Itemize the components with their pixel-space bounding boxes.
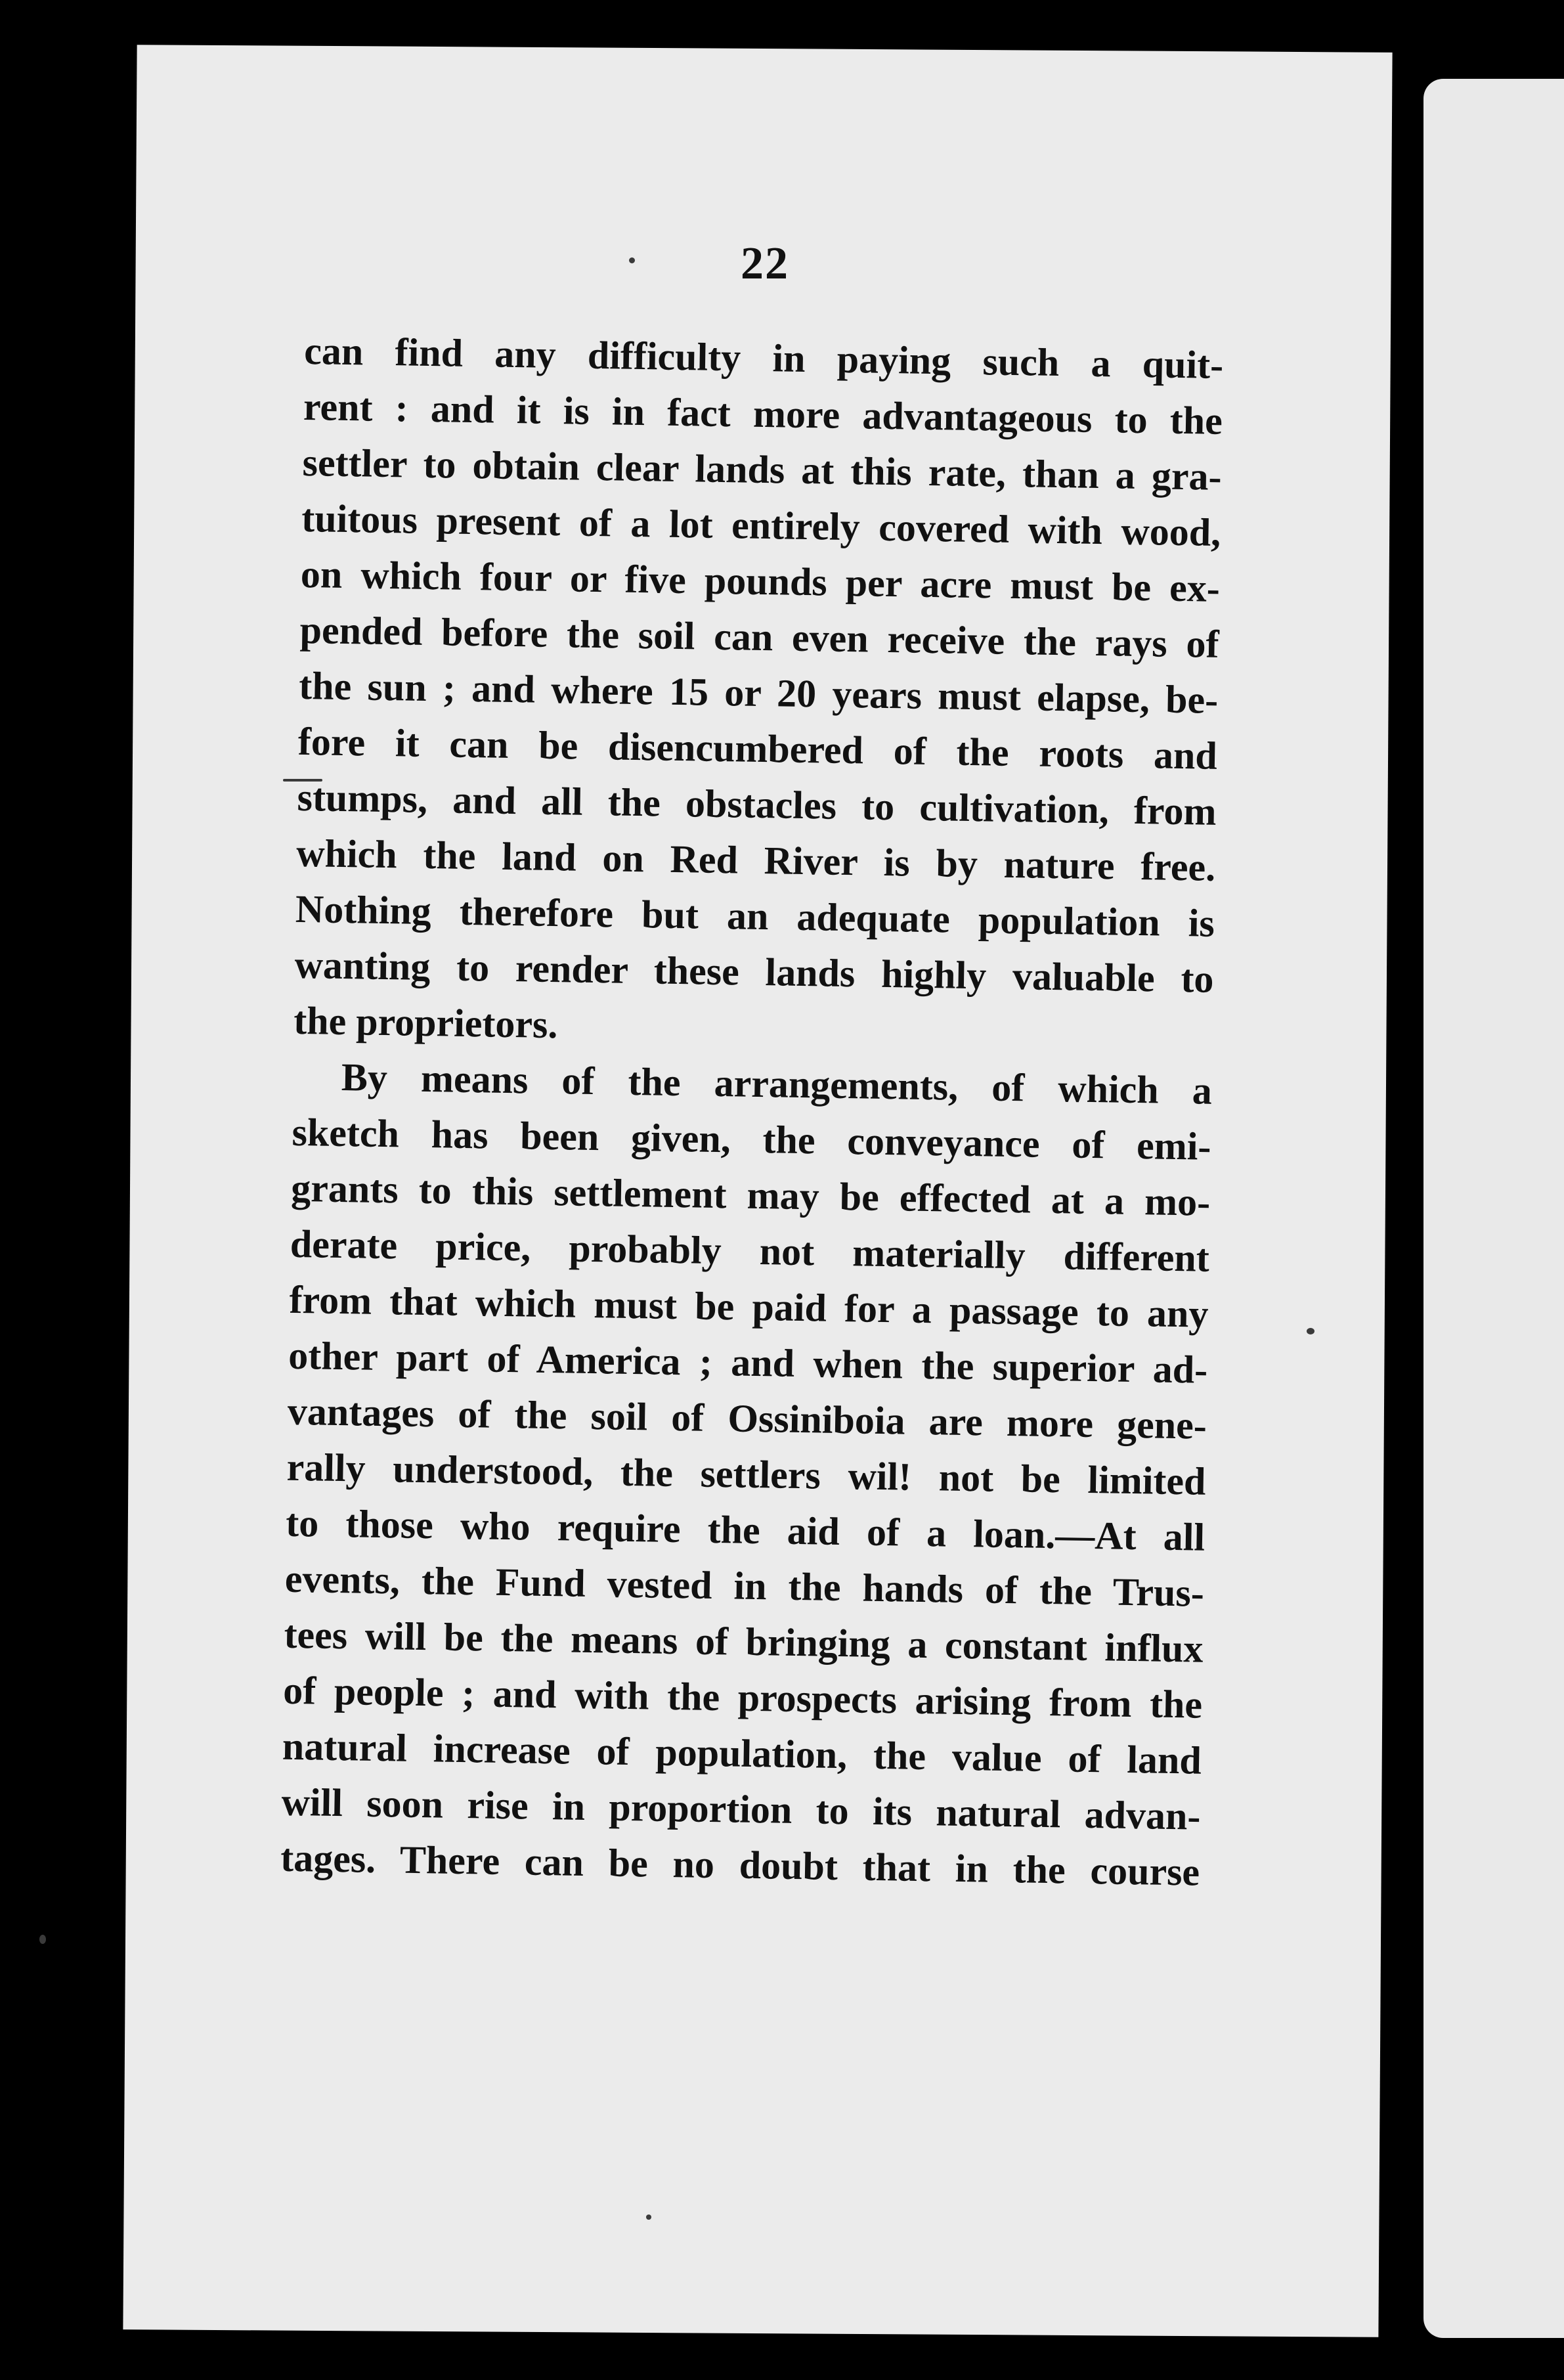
ink-speck: [1307, 1328, 1314, 1334]
facing-page-edge: [1423, 79, 1564, 2338]
paragraph: [293, 323, 1224, 1063]
text-line: will soon rise in proportion to its natural advan-: [281, 1780, 1201, 1838]
text-line: stumps, and all the obstacles to cultivation, from: [297, 775, 1217, 833]
text-line: other part of America ; and when the superior ad-: [288, 1333, 1208, 1392]
text-line: rally understood, the settlers wil! not be limited: [286, 1445, 1206, 1503]
text-line: can find any difficulty in paying such a quit-: [303, 328, 1224, 387]
text-line: of people ; and with the prospects arising from the: [282, 1668, 1203, 1727]
text-line: wanting to render these lands highly valuable to: [294, 942, 1214, 1001]
text-line: fore it can be disencumbered of the roots and: [297, 719, 1218, 778]
text-line: to those who require the aid of a loan.—At all: [285, 1501, 1206, 1559]
text-line: pended before the soil can even receive the rays of: [299, 607, 1220, 666]
text-line: natural increase of population, the value of land: [282, 1724, 1202, 1782]
ink-speck: [629, 257, 635, 263]
text-line: the proprietors.: [293, 998, 558, 1047]
text-line: sketch has been given, the conveyance of emi-: [292, 1110, 1211, 1168]
text-line: Nothing therefore but an adequate population is: [295, 887, 1215, 945]
text-line: on which four or five pounds per acre must be ex-: [300, 552, 1221, 610]
text-line: tuitous present of a lot entirely covered with wood,: [301, 496, 1221, 554]
text-line: tees will be the means of bringing a constant influx: [284, 1612, 1204, 1671]
text-line: rent : and it is in fact more advantageous to the: [303, 384, 1223, 443]
text-line: tages. There can be no doubt that in the course: [280, 1836, 1200, 1894]
text-line: the sun ; and where 15 or 20 years must elapse, be-: [298, 663, 1219, 722]
text-line: events, the Fund vested in the hands of the Trus-: [284, 1556, 1205, 1615]
text-line: vantages of the soil of Ossiniboia are more gene-: [287, 1389, 1207, 1447]
text-line: By means of the arrangements, of which a: [341, 1055, 1213, 1113]
paragraph: [280, 1049, 1213, 1901]
text-line: grants to this settlement may be effected at a mo-: [290, 1166, 1211, 1224]
text-line: settler to obtain clear lands at this rate, than a gra-: [302, 440, 1223, 498]
page-number: 22: [741, 238, 789, 289]
text-line: from that which must be paid for a passage to any: [289, 1277, 1209, 1336]
body-text: [280, 323, 1224, 1901]
ink-speck: [646, 2215, 651, 2220]
text-line: which the land on Red River is by nature free.: [295, 831, 1216, 889]
ink-speck: [39, 1935, 46, 1944]
text-line: derate price, probably not materially different: [290, 1222, 1210, 1280]
